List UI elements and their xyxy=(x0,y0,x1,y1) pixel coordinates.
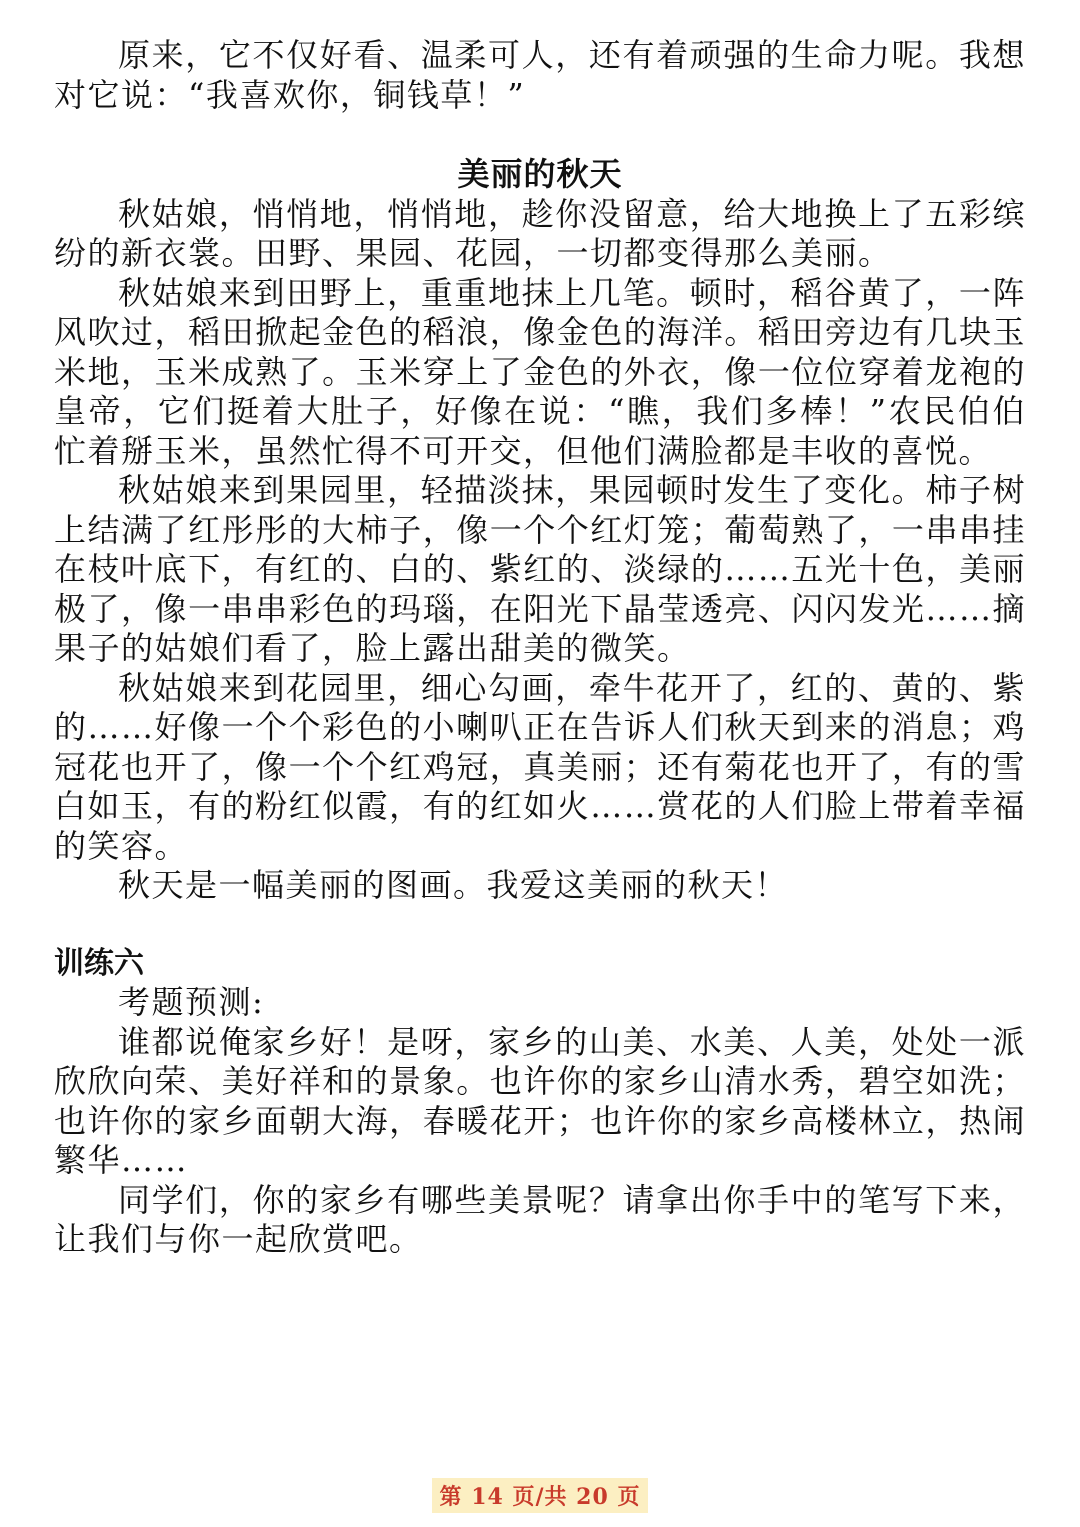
intro-paragraph: 原来，它不仅好看、温柔可人，还有着顽强的生命力呢。我想对它说：“我喜欢你，铜钱草！” xyxy=(54,36,1026,114)
document-page xyxy=(54,36,1026,1260)
training-heading: 训练六 xyxy=(54,945,144,981)
training-paragraph-2: 同学们，你的家乡有哪些美景呢？请拿出你手中的笔写下来，让我们与你一起欣赏吧。 xyxy=(54,1180,1026,1258)
essay-paragraph-5: 秋天是一幅美丽的图画。我爱这美丽的秋天！ xyxy=(118,866,789,904)
essay-paragraph-4: 秋姑娘来到花园里，细心勾画，牵牛花开了，红的、黄的、紫的……好像一个个彩色的小喇叭正在告诉人们秋天到来的消息；鸡冠花也开了，像一个个红鸡冠，真美丽；还有菊花也开了，有的雪白如玉，有的粉红似霞，有的红如火……赏花的人们脸上带着幸福的笑容。 xyxy=(54,668,1026,865)
spacer xyxy=(54,906,1026,944)
essay-paragraph-3: 秋姑娘来到果园里，轻描淡抹，果园顿时发生了变化。柿子树上结满了红彤彤的大柿子，像一个个红灯笼；葡萄熟了，一串串挂在枝叶底下，有红的、白的、紫红的、淡绿的……五光十色，美丽极了，像一串串彩色的玛瑙，在阳光下晶莹透亮、闪闪发光……摘果子的姑娘们看了，脸上露出甜美的微笑。 xyxy=(54,471,1026,667)
page-number: 第 14 页/共 20 页 xyxy=(432,1478,649,1513)
page-footer xyxy=(0,1478,1080,1513)
essay-paragraph-2: 秋姑娘来到田野上，重重地抹上几笔。顿时，稻谷黄了，一阵风吹过，稻田掀起金色的稻浪，像金色的海洋。稻田旁边有几块玉米地，玉米成熟了。玉米穿上了金色的外衣，像一位位穿着龙袍的皇帝，它们挺着大肚子，好像在说：“瞧，我们多棒！”农民伯伯忙着掰玉米，虽然忙得不可开交，但他们满脸都是丰收的喜悦。 xyxy=(54,273,1026,470)
spacer xyxy=(54,115,1026,155)
essay-paragraph-1: 秋姑娘，悄悄地，悄悄地，趁你没留意，给大地换上了五彩缤纷的新衣裳。田野、果园、花园，一切都变得那么美丽。 xyxy=(54,194,1026,272)
training-paragraph-1: 谁都说俺家乡好！是呀，家乡的山美、水美、人美，处处一派欣欣向荣、美好祥和的景象。也许你的家乡山清水秀，碧空如洗；也许你的家乡面朝大海，春暖花开；也许你的家乡高楼林立，热闹繁华…… xyxy=(54,1022,1026,1179)
essay-title: 美丽的秋天 xyxy=(457,155,623,193)
training-label: 考题预测: xyxy=(118,983,265,1021)
